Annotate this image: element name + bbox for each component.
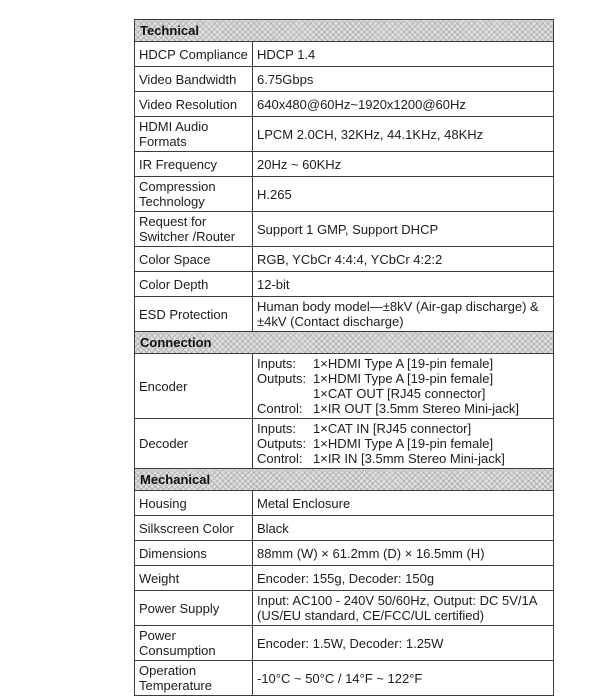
spec-row (135, 247, 554, 272)
spec-row-label: Video Bandwidth (135, 67, 253, 92)
spec-row-label: Color Depth (135, 272, 253, 297)
io-line-prefix: Outputs: (257, 371, 307, 386)
io-line-text: 1×IR OUT [3.5mm Stereo Mini-jack] (313, 401, 520, 416)
spec-row-value: 88mm (W) × 61.2mm (D) × 16.5mm (H) (253, 541, 554, 566)
spec-row-label: Dimensions (135, 541, 253, 566)
spec-row (135, 419, 554, 469)
spec-row-value: 12-bit (253, 272, 554, 297)
section-title: Technical (135, 20, 554, 42)
spec-row (135, 541, 554, 566)
spec-row-value: Metal Enclosure (253, 491, 554, 516)
io-line-text: 1×CAT OUT [RJ45 connector] (313, 386, 486, 401)
spec-row-value (253, 419, 554, 469)
spec-row-value: 20Hz ~ 60KHz (253, 152, 554, 177)
section-row (135, 469, 554, 491)
spec-row-label: Housing (135, 491, 253, 516)
spec-row-label: HDCP Compliance (135, 42, 253, 67)
spec-row-label: Encoder (135, 354, 253, 419)
spec-row-label: Color Space (135, 247, 253, 272)
spec-row-value: Encoder: 1.5W, Decoder: 1.25W (253, 626, 554, 661)
io-line-text: 1×HDMI Type A [19-pin female] (313, 371, 494, 386)
spec-row-value: -10°C ~ 50°C / 14°F ~ 122°F (253, 661, 554, 696)
io-line-prefix: Outputs: (257, 436, 307, 451)
spec-row-label: IR Frequency (135, 152, 253, 177)
io-line-text: 1×HDMI Type A [19-pin female] (313, 356, 494, 371)
io-line (257, 386, 550, 401)
spec-row-value: Encoder: 155g, Decoder: 150g (253, 566, 554, 591)
spec-row-value: Support 1 GMP, Support DHCP (253, 212, 554, 247)
spec-row-label: Compression Technology (135, 177, 253, 212)
io-line-text: 1×CAT IN [RJ45 connector] (313, 421, 472, 436)
spec-row (135, 212, 554, 247)
spec-row-label: HDMI Audio Formats (135, 117, 253, 152)
io-line (257, 371, 550, 386)
io-line-text: 1×HDMI Type A [19-pin female] (313, 436, 494, 451)
spec-row-label: Decoder (135, 419, 253, 469)
io-line (257, 356, 550, 371)
spec-row (135, 152, 554, 177)
io-line-prefix: Control: (257, 401, 303, 416)
section-row (135, 20, 554, 42)
spec-row-value: H.265 (253, 177, 554, 212)
spec-row-label: Video Resolution (135, 92, 253, 117)
io-line-text: 1×IR IN [3.5mm Stereo Mini-jack] (313, 451, 505, 466)
spec-row-label: Operation Temperature (135, 661, 253, 696)
io-line-prefix: Inputs: (257, 356, 297, 371)
spec-row (135, 177, 554, 212)
io-line-prefix: Control: (257, 451, 303, 466)
io-line-prefix: Inputs: (257, 421, 297, 436)
io-line (257, 401, 550, 416)
spec-row-label: Power Consumption (135, 626, 253, 661)
spec-row-value: RGB, YCbCr 4:4:4, YCbCr 4:2:2 (253, 247, 554, 272)
spec-row (135, 626, 554, 661)
specification-table-body (135, 20, 554, 696)
spec-row-value: 6.75Gbps (253, 67, 554, 92)
spec-row (135, 272, 554, 297)
spec-row (135, 516, 554, 541)
spec-row-label: Weight (135, 566, 253, 591)
section-row (135, 332, 554, 354)
spec-row-value: Input: AC100 - 240V 50/60Hz, Output: DC 5V/1A (US/EU standard, CE/FCC/UL certified) (253, 591, 554, 626)
spec-row-value: 640x480@60Hz~1920x1200@60Hz (253, 92, 554, 117)
spec-row (135, 354, 554, 419)
spec-row-label: Silkscreen Color (135, 516, 253, 541)
spec-row-label: Request for Switcher /Router (135, 212, 253, 247)
spec-row-value: Human body model—±8kV (Air-gap discharge) & ±4kV (Contact discharge) (253, 297, 554, 332)
io-line (257, 436, 550, 451)
spec-row-value: Black (253, 516, 554, 541)
io-line (257, 451, 550, 466)
spec-row (135, 491, 554, 516)
spec-row-label: ESD Protection (135, 297, 253, 332)
spec-row (135, 297, 554, 332)
spec-row (135, 92, 554, 117)
section-title: Connection (135, 332, 554, 354)
spec-row-value (253, 354, 554, 419)
spec-row (135, 566, 554, 591)
section-title: Mechanical (135, 469, 554, 491)
spec-row-value: LPCM 2.0CH, 32KHz, 44.1KHz, 48KHz (253, 117, 554, 152)
spec-row (135, 42, 554, 67)
spec-row (135, 591, 554, 626)
spec-row (135, 117, 554, 152)
specification-table (134, 19, 554, 696)
io-line (257, 421, 550, 436)
spec-row (135, 661, 554, 696)
spec-row-value: HDCP 1.4 (253, 42, 554, 67)
spec-row-label: Power Supply (135, 591, 253, 626)
spec-row (135, 67, 554, 92)
